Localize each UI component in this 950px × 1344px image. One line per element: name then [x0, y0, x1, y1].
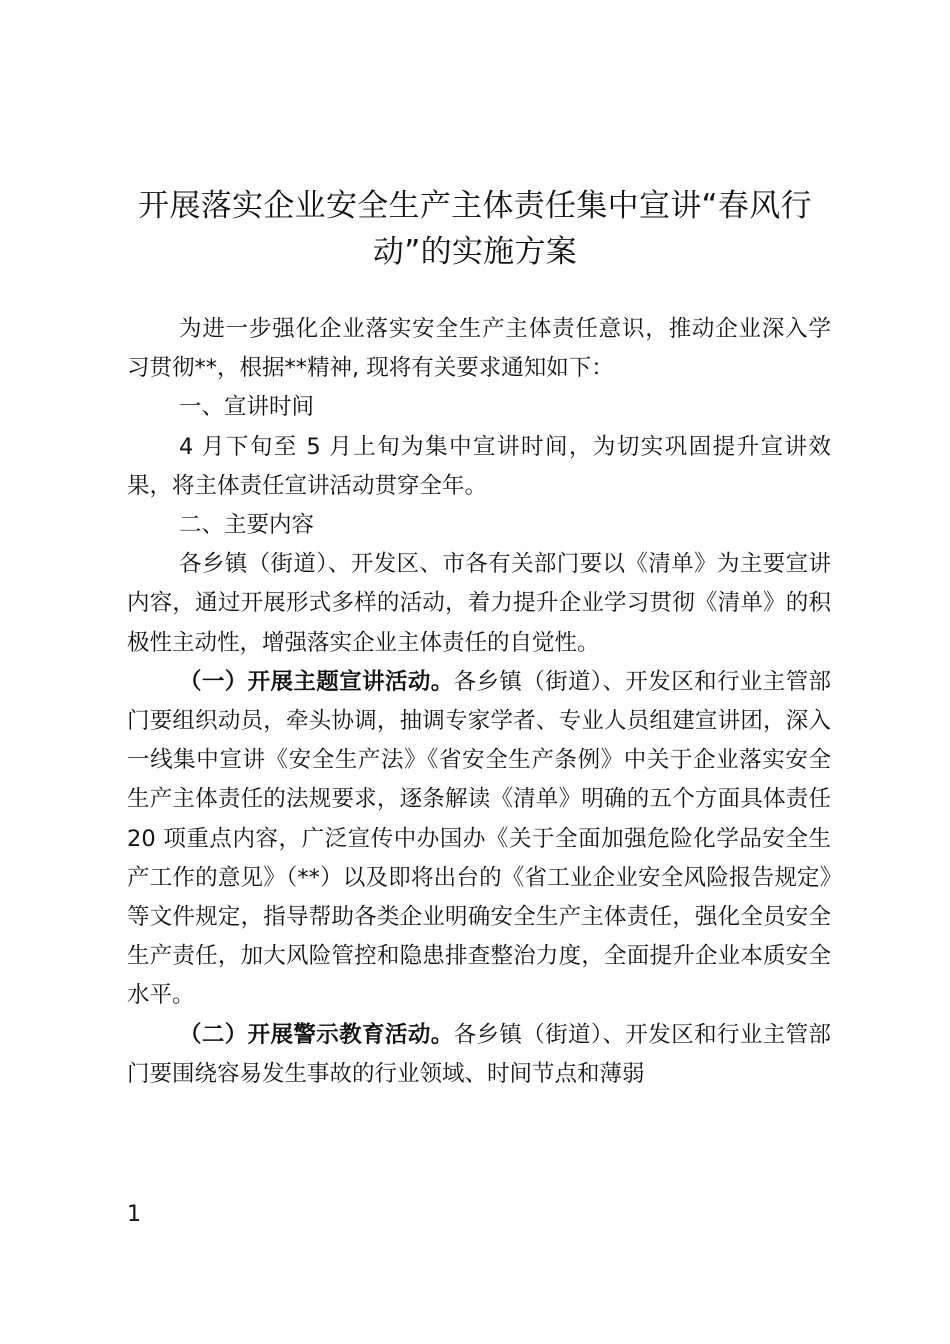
- intro-paragraph: 为进一步强化企业落实安全生产主体责任意识，推动企业深入学习贯彻**，根据**精神, 现将有关要求通知如下：: [127, 316, 831, 382]
- content-paragraph: 各乡镇（街道）、开发区、市各有关部门要以《清单》为主要宣讲内容，通过开展形式多样的活动，着力提升企业学习贯彻《清单》的积极性主动性，增强落实企业主体责任的自觉性。: [127, 551, 831, 656]
- item-theme-lecture: [127, 663, 831, 1016]
- item-warning-education-lead: （二）开展警示教育活动。: [179, 1021, 454, 1048]
- section-heading-schedule: 一、宣讲时间: [179, 394, 315, 421]
- item-warning-education-text: 各乡镇（街道）、开发区和行业主管部门要围绕容易发生事故的行业领域、时间节点和薄弱: [127, 1021, 831, 1087]
- item-theme-lecture-text: 各乡镇（街道）、开发区和行业主管部门要组织动员，牵头协调，抽调专家学者、专业人员组建宣讲团，深入一线集中宣讲《安全生产法》《省安全生产条例》中关于企业落实安全生产主体责任的法规要求，逐条解读《清单》明确的五个方面具体责任 20 项重点内容，广泛宣传中办国办《关于全面加强危险化学品安全生产工作的意见》（**）以及即将出台的《省工业企业安全风险报告规定》等文件规定，指导帮助各类企业明确安全生产主体责任，强化全员安全生产责任，加大风险管控和隐患排查整治力度，全面提升企业本质安全水平。: [127, 668, 831, 1009]
- section-heading-content: 二、主要内容: [179, 512, 315, 539]
- document-body: [127, 310, 831, 1094]
- document-title: 开展落实企业安全生产主体责任集中宣讲“春风行动”的实施方案: [138, 188, 812, 270]
- page-number: 1: [127, 1202, 141, 1227]
- schedule-paragraph: 4 月下旬至 5 月上旬为集中宣讲时间，为切实巩固提升宣讲效果，将主体责任宣讲活动贯穿全年。: [127, 433, 831, 499]
- item-theme-lecture-lead: （一）开展主题宣讲活动。: [179, 668, 454, 695]
- item-warning-education: [127, 1016, 831, 1094]
